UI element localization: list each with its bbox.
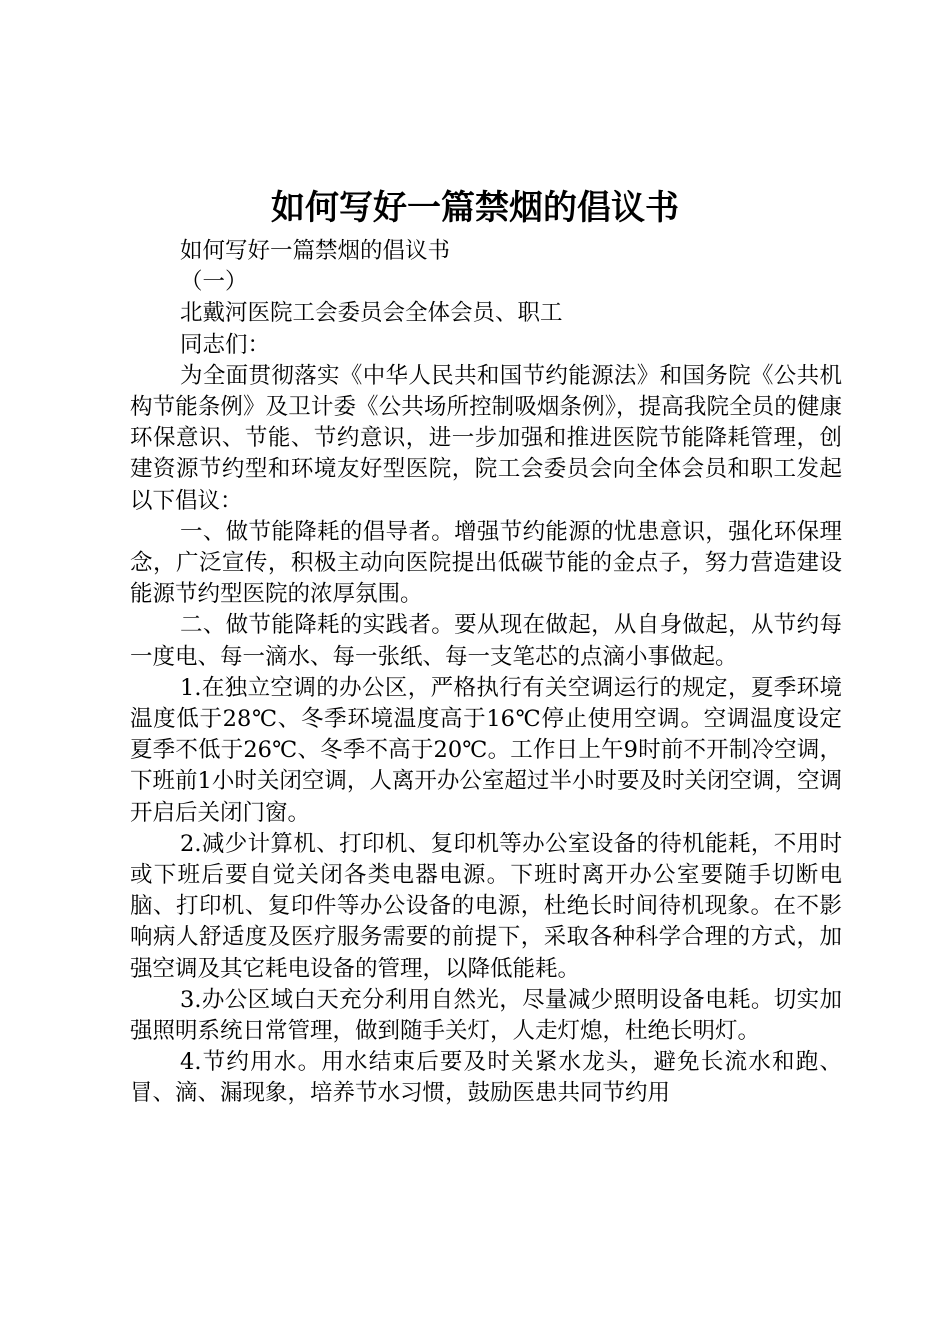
- document-title: 如何写好一篇禁烟的倡议书: [271, 188, 679, 228]
- document-body: [130, 236, 842, 1110]
- recipient-line: 北戴河医院工会委员会全体会员、职工: [180, 300, 563, 327]
- paragraph-subitem-1: 1.在独立空调的办公区，严格执行有关空调运行的规定，夏季环境温度低于28℃、冬季环境温度高于16℃停止使用空调。空调温度设定夏季不低于26℃、冬季不高于20℃。工作日上午9时前不开制冷空调，下班前1小时关闭空调，人离开办公室超过半小时要及时关闭空调，空调开启后关闭门窗。: [130, 674, 842, 826]
- subtitle-line: 如何写好一篇禁烟的倡议书: [180, 238, 451, 264]
- paragraph-subitem-3: 3.办公区域白天充分利用自然光，尽量减少照明设备电耗。切实加强照明系统日常管理，做到随手关灯，人走灯熄，杜绝长明灯。: [130, 986, 842, 1045]
- paragraph-intro: 为全面贯彻落实《中华人民共和国节约能源法》和国务院《公共机构节能条例》及卫计委《公共场所控制吸烟条例》，提高我院全员的健康环保意识、节能、节约意识，进一步加强和推进医院节能降耗管理，创建资源节约型和环境友好型医院，院工会委员会向全体会员和职工发起以下倡议：: [130, 362, 842, 514]
- paragraph-item-1: 一、做节能降耗的倡导者。增强节约能源的忧患意识，强化环保理念，广泛宣传，积极主动向医院提出低碳节能的金点子，努力营造建设能源节约型医院的浓厚氛围。: [130, 518, 842, 608]
- paragraph-subitem-2: 2.减少计算机、打印机、复印机等办公室设备的待机能耗，不用时或下班后要自觉关闭各类电器电源。下班时离开办公室要随手切断电脑、打印机、复印件等办公设备的电源，杜绝长时间待机现象。在不影响病人舒适度及医疗服务需要的前提下，采取各种科学合理的方式，加强空调及其它耗电设备的管理，以降低能耗。: [130, 830, 842, 982]
- paragraph-item-2: 二、做节能降耗的实践者。要从现在做起，从自身做起，从节约每一度电、每一滴水、每一张纸、每一支笔芯的点滴小事做起。: [130, 612, 842, 670]
- salutation: 同志们：: [180, 331, 271, 358]
- section-number: （一）: [180, 269, 248, 296]
- paragraph-subitem-4: 4.节约用水。用水结束后要及时关紧水龙头，避免长流水和跑、冒、滴、漏现象，培养节水习惯，鼓励医患共同节约用: [130, 1049, 842, 1107]
